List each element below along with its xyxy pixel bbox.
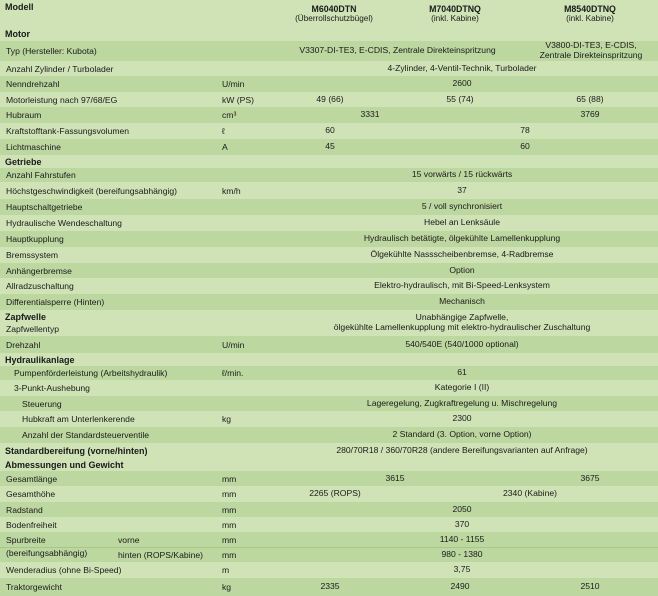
- row-steuerung: [0, 396, 658, 411]
- row-label: Lichtmaschine: [6, 142, 61, 152]
- row-bremssystem: [0, 247, 658, 263]
- value-all: 15 vorwärts / 15 rückwärts: [411, 169, 513, 180]
- header-label: Modell: [5, 2, 34, 12]
- row-label: Anzahl Zylinder / Turbolader: [6, 63, 114, 74]
- row-unit: kg: [222, 582, 232, 592]
- row-typ: [0, 41, 658, 61]
- model-2-note: (inkl. Kabine): [431, 13, 479, 23]
- section-title: Getriebe: [5, 156, 42, 167]
- spur-divider: [0, 547, 658, 548]
- row-label: Spurbreite: [6, 534, 46, 545]
- row-unit: kW (PS): [222, 94, 254, 105]
- row-label: Nenndrehzahl: [6, 79, 60, 89]
- row-standardbereifung: [0, 443, 658, 458]
- row-hubkraft: [0, 411, 658, 427]
- row-label: Steuerung: [22, 398, 62, 409]
- model-3-name: M8540DTNQ: [564, 3, 616, 14]
- spur-vorne-label: vorne: [118, 534, 140, 545]
- row-gesamtlaenge: [0, 471, 658, 486]
- row-unit: m: [222, 565, 230, 575]
- row-hauptschaltgetriebe: [0, 199, 658, 215]
- row-label-sub: (bereifungsabhängig): [6, 547, 88, 558]
- row-nenndrehzahl: [0, 76, 658, 92]
- value-all: 37: [457, 184, 467, 195]
- value-all: Lageregelung, Zugkraftregelung u. Mischregelung: [366, 397, 558, 408]
- value-all: Hebel an Lenksäule: [424, 217, 500, 228]
- section-abmessungen: [0, 458, 658, 471]
- value-m1: 49 (66): [316, 93, 344, 104]
- value-m2-m3: 2340 (Kabine): [503, 488, 557, 499]
- row-wendeschaltung: [0, 215, 658, 231]
- section-title: Zapfwelle: [5, 311, 47, 322]
- value-all: 2300: [452, 413, 472, 424]
- value-all: 280/70R18 / 360/70R28 (andere Bereifungsvarianten auf Anfrage): [336, 444, 588, 455]
- row-label: Kraftstofftank-Fassungsvolumen: [6, 126, 130, 136]
- value-all: 540/540E (540/1000 optional): [405, 338, 519, 349]
- row-steuerventile: [0, 427, 658, 443]
- row-unit: kg: [222, 414, 232, 424]
- value-m1: 45: [325, 141, 335, 152]
- section-getriebe: [0, 155, 658, 168]
- model-2-header: [400, 0, 510, 27]
- row-label: 3-Punkt-Aushebung: [14, 383, 90, 393]
- value-m1-m2: 3331: [360, 109, 380, 120]
- row-lichtmaschine: [0, 139, 658, 155]
- row-unit: U/min: [222, 79, 245, 89]
- row-label: Hydraulische Wendeschaltung: [6, 218, 122, 228]
- row-label: Pumpenförderleistung (Arbeitshydraulik): [14, 368, 168, 378]
- value-all: Hydraulisch betätigte, ölgekühlte Lamellenkupplung: [363, 233, 561, 244]
- row-unit: km/h: [222, 185, 241, 196]
- row-allradzuschaltung: [0, 278, 658, 294]
- section-zapfwelle: [0, 310, 658, 336]
- row-label: Differentialsperre (Hinten): [6, 297, 105, 307]
- value-m3: [528, 41, 654, 61]
- value-m3: 3675: [580, 472, 600, 483]
- row-pumpe: [0, 366, 658, 380]
- row-label: Motorleistung nach 97/68/EG: [6, 94, 118, 105]
- value-m1: 60: [325, 125, 335, 136]
- row-hauptkupplung: [0, 231, 658, 247]
- value-all: Option: [449, 264, 475, 275]
- row-label: Anzahl der Standardsteuerventile: [22, 430, 150, 440]
- value-line1: Unabhängige Zapfwelle,: [415, 312, 509, 323]
- model-3-note: (inkl. Kabine): [566, 13, 614, 23]
- value-all: 370: [454, 518, 470, 529]
- row-3-punkt: [0, 380, 658, 396]
- row-label: Traktorgewicht: [6, 582, 63, 592]
- row-label: Hubkraft am Unterlenkerende: [22, 414, 135, 424]
- model-1-name: M6040DTN: [311, 3, 357, 14]
- row-zylinder: [0, 61, 658, 76]
- value-m3: 65 (88): [576, 93, 604, 104]
- row-label: Bodenfreiheit: [6, 519, 57, 530]
- row-label: Gesamtlänge: [6, 473, 58, 484]
- row-motorleistung: [0, 92, 658, 107]
- value-m1-m2: 3615: [385, 472, 405, 483]
- value-all: Kategorie I (II): [434, 382, 490, 393]
- row-hubraum: [0, 107, 658, 123]
- section-motor: [0, 27, 658, 41]
- section-hydraulik: [0, 353, 658, 366]
- model-3-header: [528, 0, 652, 27]
- row-label: Radstand: [6, 504, 43, 515]
- model-2-name: M7040DTNQ: [429, 3, 481, 14]
- row-unit: ℓ/min.: [222, 368, 244, 378]
- value-all: 2050: [452, 503, 472, 514]
- row-label: Gesamthöhe: [6, 489, 56, 499]
- row-label: Anhängerbremse: [6, 265, 72, 276]
- row-label: Drehzahl: [6, 339, 41, 350]
- row-label: Bremssystem: [6, 250, 59, 260]
- value-all: 2600: [452, 78, 472, 89]
- row-unit: U/min: [222, 339, 245, 350]
- value-m2: 55 (74): [446, 93, 474, 104]
- value-m1-m2: V3307-DI-TE3, E-CDIS, Zentrale Direkteinspritzung: [299, 45, 496, 56]
- row-label: Wenderadius (ohne Bi-Speed): [6, 565, 122, 575]
- row-label: Typ (Hersteller: Kubota): [6, 46, 97, 56]
- row-hoechstgeschwindigkeit: [0, 182, 658, 199]
- value-line2: ölgekühlte Lamellenkupplung mit elektro-hydraulischer Zuschaltung: [333, 322, 591, 332]
- value-m3: 3769: [580, 109, 600, 120]
- row-unit-hinten: mm: [222, 549, 237, 560]
- row-label: Anzahl Fahrstufen: [6, 170, 76, 180]
- section-title: Hydraulikanlage: [5, 354, 75, 365]
- value-m2-m3: 60: [520, 141, 530, 152]
- model-1-note: (Überrollschutzbügel): [295, 13, 373, 23]
- value-hinten: 980 - 1380: [441, 548, 483, 559]
- section-title: Motor: [5, 29, 30, 39]
- value-m1: 2335: [320, 581, 340, 592]
- value-m2-m3: 78: [520, 125, 530, 136]
- row-label: Höchstgeschwindigkeit (bereifungsabhängig): [6, 185, 178, 196]
- section-title: Standardbereifung (vorne/hinten): [5, 445, 148, 456]
- value-vorne: 1140 - 1155: [439, 533, 485, 544]
- row-radstand: [0, 502, 658, 517]
- value-m3: 2510: [580, 581, 600, 592]
- value-all: 3,75: [453, 564, 471, 575]
- row-anhaengerbremse: [0, 263, 658, 278]
- row-tank: [0, 123, 658, 139]
- row-unit: mm: [222, 473, 237, 484]
- value-all: Ölgekühlte Nassscheibenbremse, 4-Radbremse: [370, 249, 554, 260]
- row-label: Allradzuschaltung: [6, 281, 74, 291]
- row-label: Hauptschaltgetriebe: [6, 202, 83, 212]
- row-wenderadius: [0, 562, 658, 578]
- spur-hinten-label: hinten (ROPS/Kabine): [118, 549, 204, 560]
- value-zapfwellentyp: [270, 310, 654, 336]
- value-all: Mechanisch: [439, 296, 485, 307]
- row-label-zapfwellentyp: Zapfwellentyp: [6, 324, 60, 334]
- row-unit: A: [222, 142, 228, 152]
- row-differentialsperre: [0, 294, 658, 310]
- value-all: 2 Standard (3. Option, vorne Option): [392, 429, 532, 440]
- header-row: [0, 0, 658, 27]
- section-title: Abmessungen und Gewicht: [5, 459, 124, 470]
- value-m3-line1: V3800-DI-TE3, E-CDIS,: [545, 40, 637, 51]
- row-gesamthoehe: [0, 486, 658, 502]
- value-m3-line2: Zentrale Direkteinspritzung: [539, 50, 643, 60]
- value-all: 4-Zylinder, 4-Ventil-Technik, Turbolader: [387, 62, 537, 73]
- value-all: Elektro-hydraulisch, mit Bi-Speed-Lenksystem: [374, 280, 550, 291]
- row-unit-vorne: mm: [222, 534, 237, 545]
- row-unit: mm: [222, 489, 237, 499]
- row-unit: ℓ: [222, 126, 225, 136]
- value-all: 61: [457, 367, 467, 378]
- value-all: 5 / voll synchronisiert: [421, 201, 503, 212]
- row-fahrstufen: [0, 168, 658, 182]
- row-zapfwelle-drehzahl: [0, 336, 658, 353]
- model-1-header: [270, 0, 398, 27]
- row-bodenfreiheit: [0, 517, 658, 532]
- row-traktorgewicht: [0, 578, 658, 596]
- row-unit: mm: [222, 519, 237, 530]
- row-unit: cm³: [222, 110, 237, 120]
- value-m1: 2265 (ROPS): [309, 488, 361, 499]
- row-unit: mm: [222, 504, 237, 515]
- row-label: Hubraum: [6, 110, 42, 120]
- row-label: Hauptkupplung: [6, 234, 64, 244]
- value-m2: 2490: [450, 581, 470, 592]
